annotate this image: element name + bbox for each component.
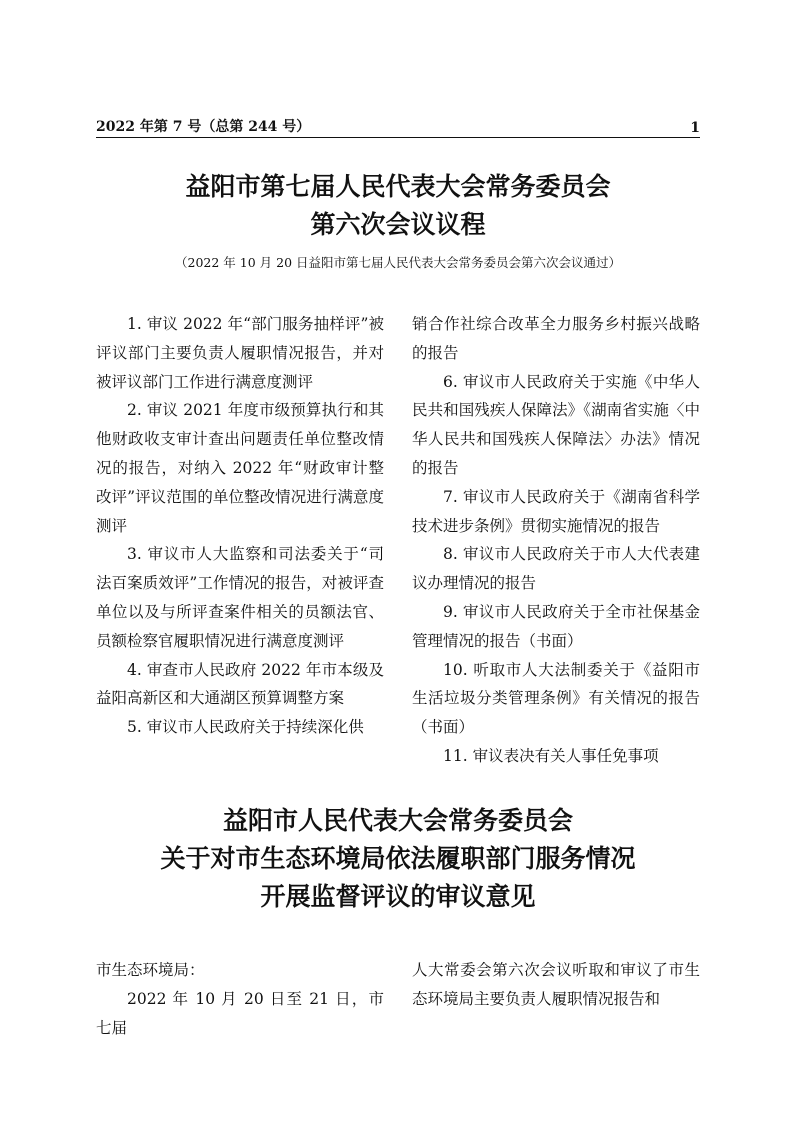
opinion-title-line3: 开展监督评议的审议意见 bbox=[260, 882, 536, 911]
opinion-body bbox=[96, 956, 700, 1042]
agenda-item: 8. 审议市人民政府关于市人大代表建议办理情况的报告 bbox=[412, 545, 700, 593]
agenda-title-line2: 第六次会议议程 bbox=[310, 210, 486, 239]
agenda-right-column bbox=[412, 310, 700, 771]
agenda-left-column bbox=[96, 310, 384, 771]
header-rule bbox=[96, 137, 700, 138]
agenda-title-line1: 益阳市第七届人民代表大会常务委员会 bbox=[185, 172, 611, 201]
agenda-item: 9. 审议市人民政府关于全市社保基金管理情况的报告（书面） bbox=[412, 602, 700, 650]
agenda-item: 6. 审议市人民政府关于实施《中华人民共和国残疾人保障法》《湖南省实施〈中华人民共和国残疾人保障法〉办法》情况的报告 bbox=[412, 372, 700, 477]
agenda-item-continuation: 销合作社综合改革全力服务乡村振兴战略的报告 bbox=[412, 315, 700, 362]
opinion-paragraph-continuation: 人大常委会第六次会议听取和审议了市生态环境局主要负责人履职情况报告和 bbox=[412, 961, 700, 1008]
agenda-body bbox=[96, 310, 700, 771]
opinion-left-column bbox=[96, 956, 384, 1042]
agenda-item: 4. 审查市人民政府 2022 年市本级及益阳高新区和大通湖区预算调整方案 bbox=[96, 660, 384, 708]
agenda-item: 10. 听取市人大法制委关于《益阳市生活垃圾分类管理条例》有关情况的报告（书面） bbox=[412, 660, 700, 737]
agenda-subtitle: （2022 年 10 月 20 日益阳市第七届人民代表大会常务委员会第六次会议通过） bbox=[175, 255, 621, 270]
opinion-title-line1: 益阳市人民代表大会常务委员会 bbox=[222, 806, 573, 835]
agenda-item: 2. 审议 2021 年度市级预算执行和其他财政收支审计查出问题责任单位整改情况的报告，对纳入 2022 年“财政审计整改评”评议范围的单位整改情况进行满意度测评 bbox=[96, 401, 384, 535]
opinion-right-column bbox=[412, 956, 700, 1042]
opinion-addressee: 市生态环境局： bbox=[96, 961, 205, 979]
running-header bbox=[96, 114, 700, 136]
agenda-item: 7. 审议市人民政府关于《湖南省科学技术进步条例》贯彻实施情况的报告 bbox=[412, 487, 700, 535]
opinion-paragraph: 2022 年 10 月 20 日至 21 日，市七届 bbox=[96, 989, 384, 1037]
page-number: 1 bbox=[690, 120, 700, 136]
issue-label: 2022 年第 7 号（总第 244 号） bbox=[96, 119, 311, 135]
opinion-title bbox=[96, 802, 700, 916]
agenda-item: 3. 审议市人大监察和司法委关于“司法百案质效评”工作情况的报告，对被评查单位以及与所评查案件相关的员额法官、员额检察官履职情况进行满意度测评 bbox=[96, 545, 384, 650]
agenda-item: 1. 审议 2022 年“部门服务抽样评”被评议部门主要负责人履职情况报告，并对被评议部门工作进行满意度测评 bbox=[96, 315, 384, 391]
opinion-title-line2: 关于对市生态环境局依法履职部门服务情况 bbox=[160, 844, 636, 873]
agenda-item: 11. 审议表决有关人事任免事项 bbox=[443, 746, 659, 765]
agenda-item: 5. 审议市人民政府关于持续深化供 bbox=[127, 718, 364, 737]
